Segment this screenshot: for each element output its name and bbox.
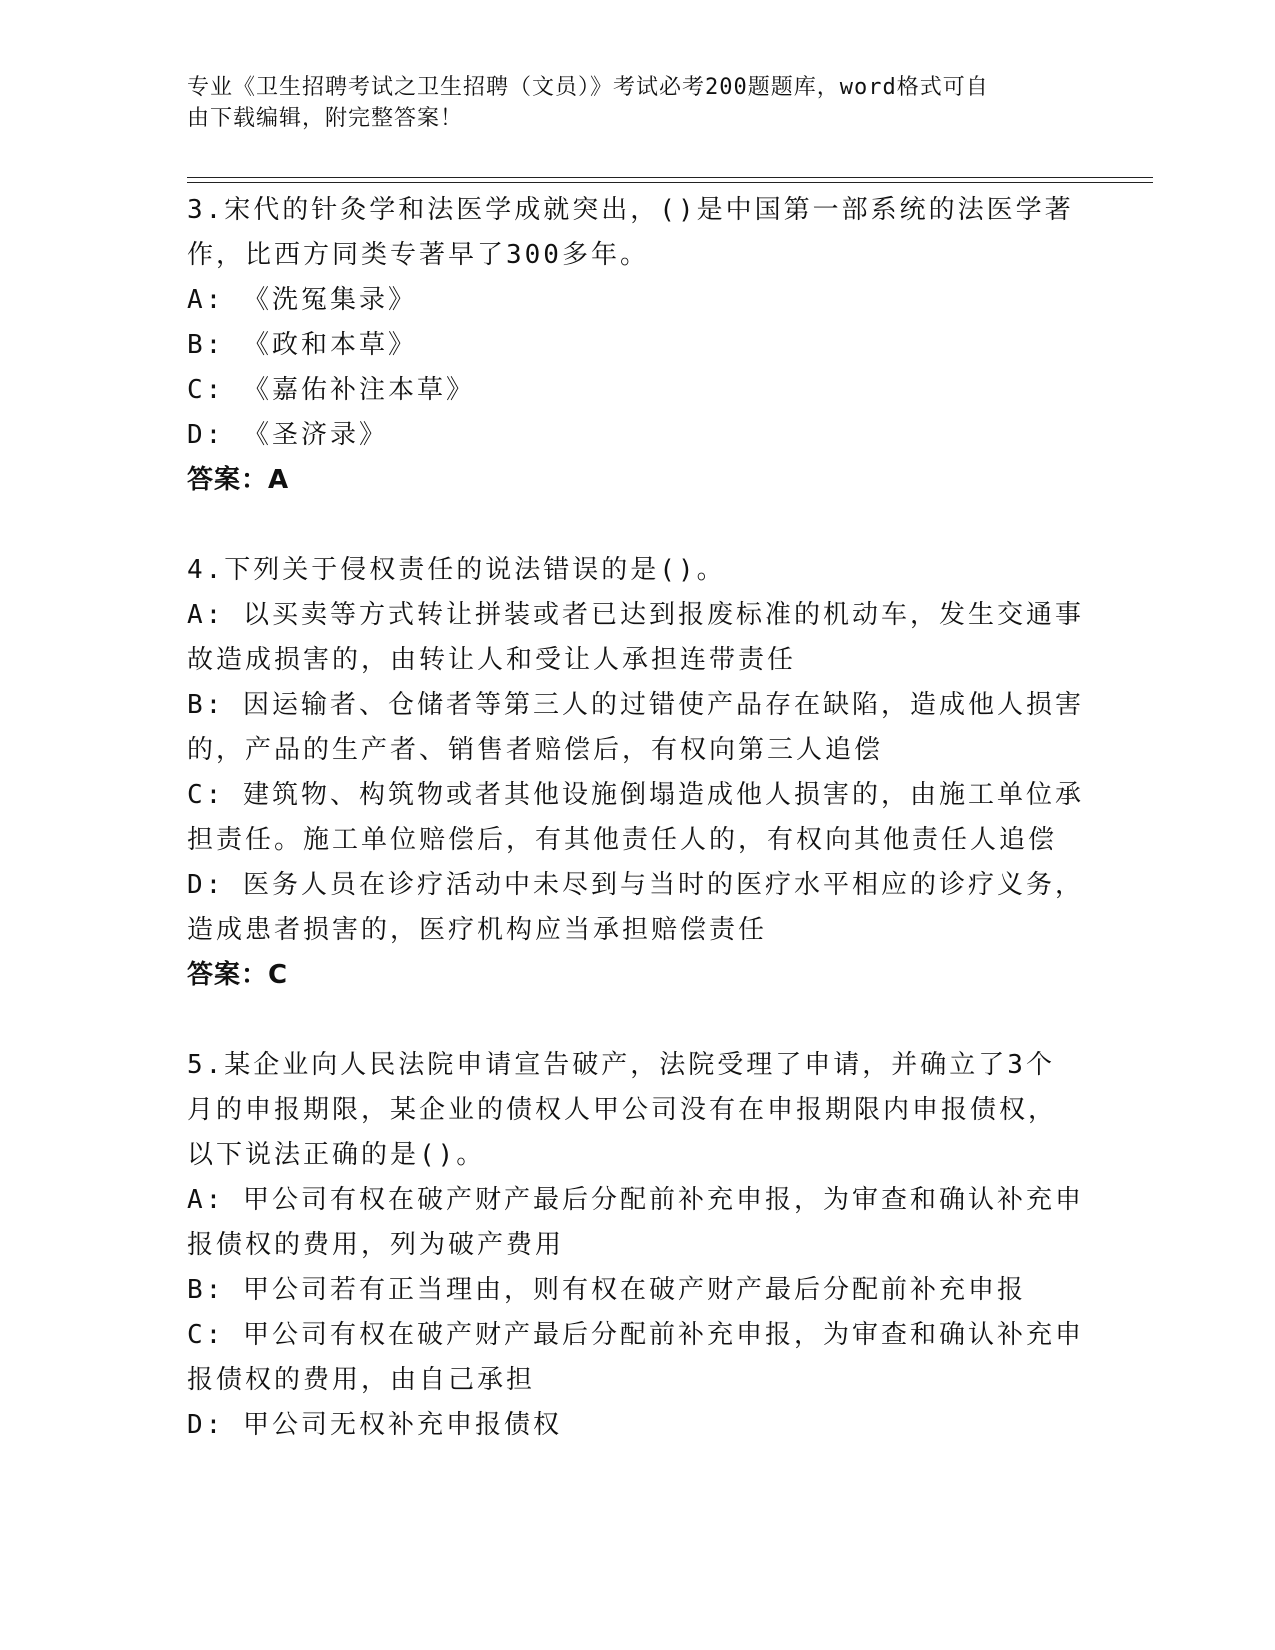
answer-option [187, 413, 1067, 458]
header-line-1: 专业《卫生招聘考试之卫生招聘（文员）》考试必考200题题库，word格式可自 [187, 75, 989, 100]
question-stem-line: 作，比西方同类专著早了300多年。 [187, 240, 649, 270]
answer-option-line: 报债权的费用，由自己承担 [187, 1365, 536, 1395]
question-stem-line: 以下说法正确的是()。 [187, 1140, 486, 1170]
question-block [187, 548, 1084, 998]
answer-option-line: C: 《嘉佑补注本草》 [187, 375, 475, 405]
answer-option [187, 1268, 1067, 1313]
answer-option-line: A: 甲公司有权在破产财产最后分配前补充申报，为审查和确认补充申 [187, 1185, 1084, 1215]
answer-option-line: 的，产品的生产者、销售者赔偿后，有权向第三人追偿 [187, 735, 884, 765]
question-block [187, 188, 1074, 503]
question-stem-line: 5.某企业向人民法院申请宣告破产，法院受理了申请，并确立了3个 [187, 1050, 1055, 1080]
answer-option [187, 1313, 1084, 1403]
answer-option-line: C: 建筑物、构筑物或者其他设施倒塌造成他人损害的，由施工单位承 [187, 780, 1084, 810]
question-list [187, 188, 1084, 1448]
question-spacer [187, 998, 1067, 1043]
answer-option-line: 报债权的费用，列为破产费用 [187, 1230, 565, 1260]
header-divider-top [187, 177, 1153, 178]
question-stem-line: 4.下列关于侵权责任的说法错误的是()。 [187, 555, 726, 585]
answer-option [187, 683, 1084, 773]
answer-option [187, 1178, 1084, 1268]
answer-option-line: A: 以买卖等方式转让拼装或者已达到报废标准的机动车，发生交通事 [187, 600, 1084, 630]
answer-option [187, 863, 1084, 953]
answer-option-line: C: 甲公司有权在破产财产最后分配前补充申报，为审查和确认补充申 [187, 1320, 1084, 1350]
question-spacer [187, 503, 1067, 548]
answer-option [187, 773, 1084, 863]
answer-key: 答案：A [187, 465, 290, 495]
answer-option-line: A: 《洗冤集录》 [187, 285, 417, 315]
question-stem-line: 3.宋代的针灸学和法医学成就突出，()是中国第一部系统的法医学著 [187, 195, 1074, 225]
answer-option-line: 故造成损害的，由转让人和受让人承担连带责任 [187, 645, 797, 675]
answer-option [187, 323, 1067, 368]
answer-option-line: D: 《圣济录》 [187, 420, 388, 450]
answer-option [187, 1403, 1067, 1448]
answer-option [187, 593, 1084, 683]
document-header [187, 72, 1067, 134]
answer-option-line: B: 《政和本草》 [187, 330, 417, 360]
answer-key: 答案：C [187, 960, 289, 990]
answer-option-line: 造成患者损害的，医疗机构应当承担赔偿责任 [187, 915, 768, 945]
answer-option-line: B: 因运输者、仓储者等第三人的过错使产品存在缺陷，造成他人损害 [187, 690, 1084, 720]
header-divider-bottom [187, 182, 1153, 183]
question-stem-line: 月的申报期限，某企业的债权人甲公司没有在申报期限内申报债权， [187, 1095, 1058, 1125]
header-line-2: 由下载编辑，附完整答案！ [187, 106, 464, 131]
answer-option-line: 担责任。施工单位赔偿后，有其他责任人的，有权向其他责任人追偿 [187, 825, 1058, 855]
answer-option [187, 368, 1067, 413]
answer-option-line: D: 甲公司无权补充申报债权 [187, 1410, 562, 1440]
answer-option-line: D: 医务人员在诊疗活动中未尽到与当时的医疗水平相应的诊疗义务， [187, 870, 1084, 900]
answer-option [187, 278, 1067, 323]
answer-option-line: B: 甲公司若有正当理由，则有权在破产财产最后分配前补充申报 [187, 1275, 1026, 1305]
question-block [187, 1043, 1084, 1448]
